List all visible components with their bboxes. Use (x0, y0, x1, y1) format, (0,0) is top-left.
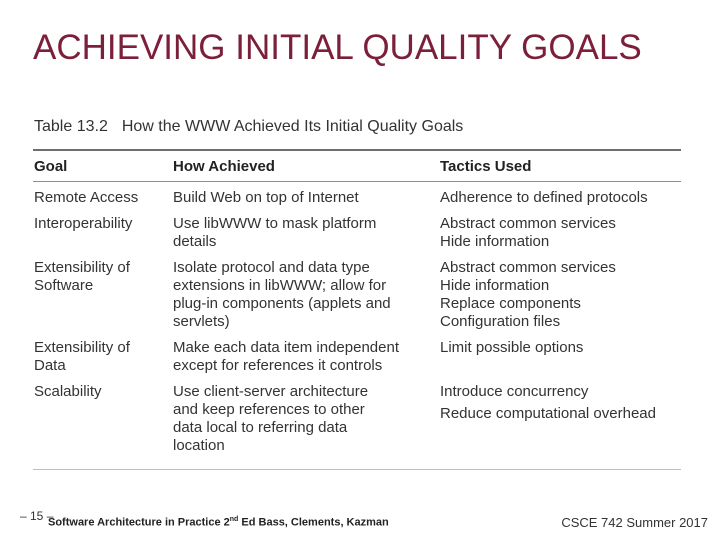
table-cell-goal: Extensibility of Data (34, 339, 130, 374)
column-header-tactics-used: Tactics Used (440, 158, 532, 175)
table-cell-goal: Interoperability (34, 215, 133, 232)
table-number: Table 13.2 (34, 118, 108, 135)
table-cell-how: Use libWWW to mask platform details (173, 215, 377, 250)
table-cell-how: Use client-server architecture and keep references to other data local to referring data location (173, 383, 369, 454)
table-cell-goal: Extensibility of Software (34, 259, 130, 294)
table-header-rule (33, 181, 681, 182)
table-cell-tactics: Introduce concurrency Reduce computational overhead (440, 383, 656, 422)
table-bottom-rule (33, 469, 681, 470)
table-cell-how: Make each data item independent except for references it controls (173, 339, 399, 374)
table-caption (34, 118, 463, 136)
page-number: – 15 – (20, 509, 54, 523)
table-cell-tactics: Adherence to defined protocols (440, 189, 648, 206)
table-cell-tactics: Abstract common services Hide information (440, 215, 616, 250)
table-top-rule (33, 149, 681, 151)
table-caption-title: How the WWW Achieved Its Initial Quality Goals (121, 118, 464, 135)
column-header-goal: Goal (34, 158, 68, 175)
column-header-how-achieved: How Achieved (173, 158, 275, 175)
footer-source-citation: Software Architecture in Practice 2nd Ed Bass, Clements, Kazman (48, 516, 389, 529)
footer-course-label: CSCE 742 Summer 2017 (561, 515, 708, 530)
slide-title: ACHIEVING INITIAL QUALITY GOALS (33, 28, 642, 67)
table-cell-tactics: Limit possible options (440, 339, 584, 356)
table-cell-goal: Scalability (34, 383, 102, 400)
table-cell-how: Isolate protocol and data type extensions in libWWW; allow for plug-in components (applets and servlets) (173, 259, 391, 330)
table-cell-goal: Remote Access (34, 189, 139, 206)
table-cell-tactics: Abstract common services Hide information Replace components Configuration files (440, 259, 616, 330)
table-cell-how: Build Web on top of Internet (173, 189, 359, 206)
